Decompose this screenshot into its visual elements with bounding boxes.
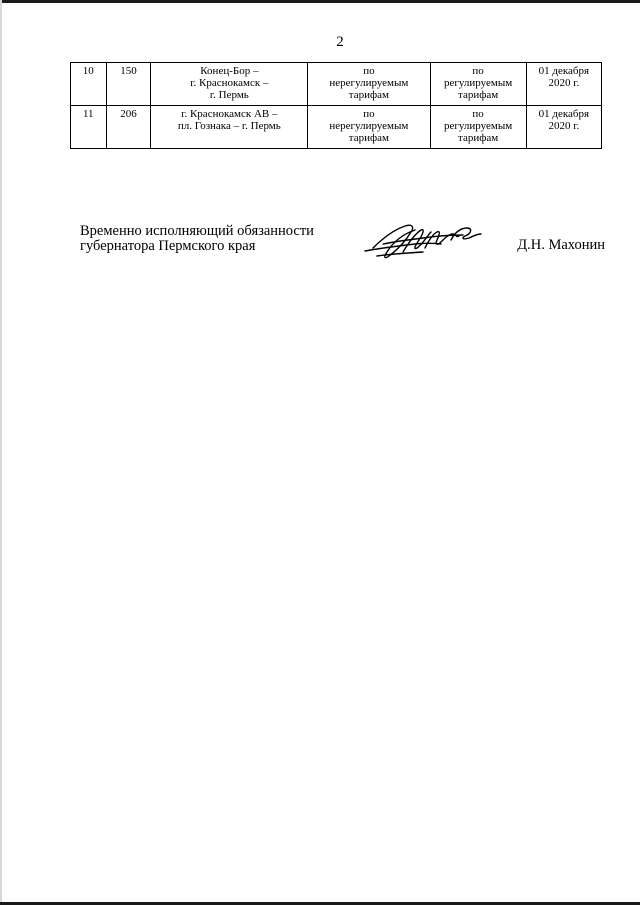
left-scan-border — [0, 0, 2, 905]
tariff-line: нерегулируемым — [329, 120, 409, 132]
route-name-line: г. Краснокамск АВ – — [181, 108, 278, 120]
tariff-line: нерегулируемым — [329, 77, 409, 89]
route-name-line: пл. Гознака – г. Пермь — [177, 120, 281, 132]
table-row — [71, 106, 602, 149]
routes-table — [70, 62, 602, 149]
date-line: 2020 г. — [548, 120, 580, 132]
effective-date — [526, 63, 601, 106]
tariff-regulated — [430, 63, 526, 106]
route-name-line: г. Пермь — [209, 89, 249, 101]
route-name-line: Конец-Бор – — [200, 65, 259, 77]
route-name — [151, 106, 308, 149]
tariff-line: тарифам — [348, 132, 389, 144]
handwritten-signature — [363, 218, 483, 262]
date-line: 2020 г. — [548, 77, 580, 89]
effective-date — [526, 106, 601, 149]
tariff-nonregulated — [308, 63, 430, 106]
route-number: 150 — [106, 63, 151, 106]
route-number: 206 — [106, 106, 151, 149]
signer-position-line: губернатора Пермского края — [80, 238, 256, 254]
tariff-line: по — [363, 108, 375, 120]
signer-name: Д.Н. Махонин — [517, 237, 605, 253]
tariff-line: по — [472, 65, 484, 77]
top-scan-border — [0, 0, 640, 3]
table-row — [71, 63, 602, 106]
tariff-line: по — [363, 65, 375, 77]
tariff-line: регулируемым — [444, 120, 513, 132]
signer-position — [80, 224, 314, 254]
signature-block — [80, 224, 605, 274]
tariff-regulated — [430, 106, 526, 149]
tariff-line: тарифам — [458, 89, 499, 101]
route-name-line: г. Краснокамск – — [190, 77, 269, 89]
route-name — [151, 63, 308, 106]
tariff-nonregulated — [308, 106, 430, 149]
row-number: 10 — [71, 63, 107, 106]
signer-position-line: Временно исполняющий обязанности — [80, 223, 314, 239]
tariff-line: тарифам — [348, 89, 389, 101]
tariff-line: по — [472, 108, 484, 120]
tariff-line: тарифам — [458, 132, 499, 144]
row-number: 11 — [71, 106, 107, 149]
tariff-line: регулируемым — [444, 77, 513, 89]
date-line: 01 декабря — [538, 65, 590, 77]
page-number: 2 — [336, 34, 344, 50]
date-line: 01 декабря — [538, 108, 590, 120]
